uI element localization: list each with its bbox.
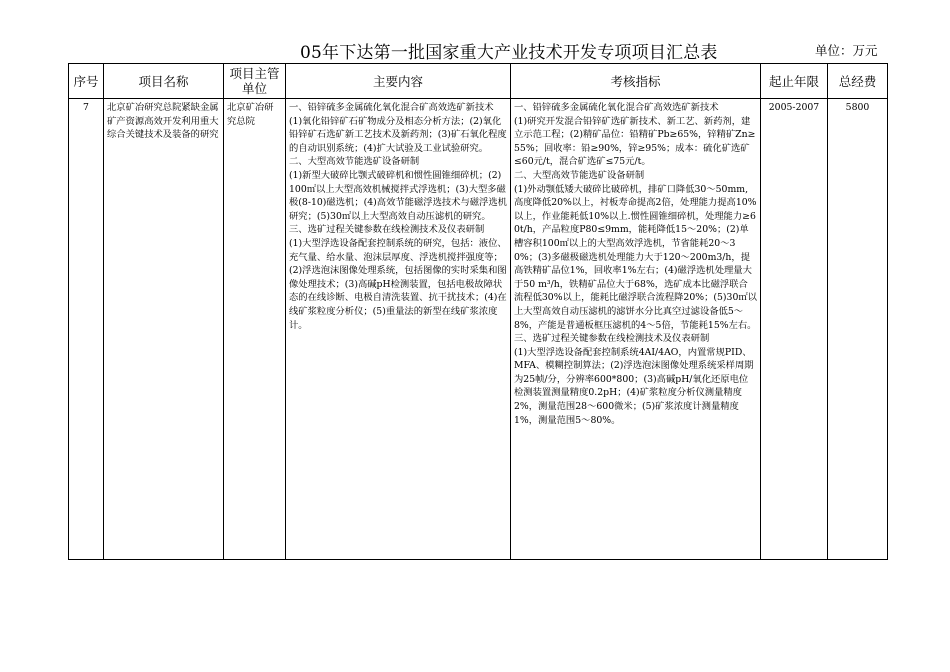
content-section-2-title: 二、大型高效节能选矿设备研制	[289, 156, 420, 168]
cell-indicators	[511, 99, 761, 560]
header-total-funding: 总经费	[828, 64, 888, 99]
content-section-3-title: 三、选矿过程关键参数在线检测技术及仪表研制	[289, 224, 485, 236]
header-project-name: 项目名称	[104, 64, 224, 99]
cell-project-name: 北京矿冶研究总院紧缺金属矿产资源高效开发利用重大综合关键技术及装备的研究	[104, 99, 224, 560]
cell-agency: 北京矿冶研究总院	[224, 99, 286, 560]
header-content: 主要内容	[286, 64, 511, 99]
indicator-section-1-title: 一、铅锌硫多金属硫化氧化混合矿高效选矿新技术	[514, 102, 719, 113]
content-section-3-body: (1)大型浮选设备配套控制系统的研究，包括：液位、充气量、给水量、泡沫层厚度、浮选机搅拌强度等；(2)浮选泡沫图像处理系统，包括图像的实时采集和图像处理技术；(3)高碱pH检测装置，包括电极故障状态的在线诊断、电极自清洗装置、抗干扰技术；(4)在线矿浆粒度分析仪；(5)重量法的新型在线矿浆浓度计。	[289, 237, 507, 331]
cell-index: 7	[69, 99, 104, 560]
table-header-row	[69, 64, 888, 99]
indicator-section-3-body: (1)大型浮选设备配套控制系统4AI/4AO，内置常规PID、MFA、模糊控制算法；(2)浮选泡沫图像处理系统采样周期为25帧/分，分辨率600*800；(3)高碱pH/氧化还原电位检测装置测量精度0.2pH；(4)矿浆粒度分析仪测量精度2%，测量范围28～600微米；(5)矿浆浓度计测量精度1%，测量范围5～80%。	[514, 346, 754, 426]
unit-label: 单位：万元	[815, 43, 878, 58]
header-indicators: 考核指标	[511, 64, 761, 99]
cell-content	[286, 99, 511, 560]
table-row	[69, 99, 888, 560]
indicator-section-2-body: (1)外动颚低矮大破碎比破碎机，排矿口降低30～50mm,高度降低20%以上，衬板寿命提高2倍，处理能力提高10%以上，作业能耗低10%以上.惯性圆锥细碎机，处理能力≥60t/h，产品粒度P80≤9mm，能耗降低15～20%；(2)单槽容积100㎡以上的大型高效浮选机，节省能耗20～30%；(3)多磁极磁选机处理能力大于120～200m3/h，提高铁精矿品位1%，回收率1%左右；(4)磁浮选机处理量大于50 m³/h，铁精矿品位大于68%，选矿成本比磁浮联合流程低30%以上，能耗比磁浮联合流程降20%；(5)30㎡以上大型高效自动压滤机的滤饼水分比真空过滤设备低5～8%，产能是普通板框压滤机的4～5倍，节能耗15%左右。	[514, 183, 757, 331]
indicator-section-1-body: (1)研究开发混合铅锌矿选矿新技术、新工艺、新药剂，建立示范工程；(2)精矿品位：铅精矿Pb≥65%，锌精矿Zn≥55%；回收率：铅≥90%，锌≥95%；成本：硫化矿选矿≤60元/t，混合矿选矿≤75元/t。	[514, 115, 756, 168]
indicator-section-3-title: 三、选矿过程关键参数在线检测技术及仪表研制	[514, 333, 710, 345]
header-agency: 项目主管单位	[224, 64, 286, 99]
content-section-1-body: (1)氧化铅锌矿石矿物成分及相态分析方法；(2)氧化铅锌矿石选矿新工艺技术及新药剂；(3)矿石氧化程度的自动识别系统；(4)扩大试验及工业试验研究。	[289, 115, 507, 154]
project-summary-table	[68, 63, 888, 560]
cell-total-funding: 5800	[828, 99, 888, 560]
content-section-2-body: (1)新型大破碎比颚式破碎机和惯性圆锥细碎机；(2)100㎡以上大型高效机械搅拌式浮选机；(3)大型多磁极(8-10)磁选机；(4)高效节能磁浮选技术与磁浮选机研究；(5)30㎡以上大型高效自动压滤机的研究。	[289, 169, 507, 222]
cell-years: 2005-2007	[761, 99, 828, 560]
indicator-section-2-title: 二、大型高效节能选矿设备研制	[514, 169, 645, 181]
header-years: 起止年限	[761, 64, 828, 99]
document-title: 05年下达第一批国家重大产业技术开发专项项目汇总表	[300, 43, 718, 63]
content-section-1-title: 一、铅锌硫多金属硫化氧化混合矿高效选矿新技术	[289, 102, 494, 113]
header-index: 序号	[69, 64, 104, 99]
